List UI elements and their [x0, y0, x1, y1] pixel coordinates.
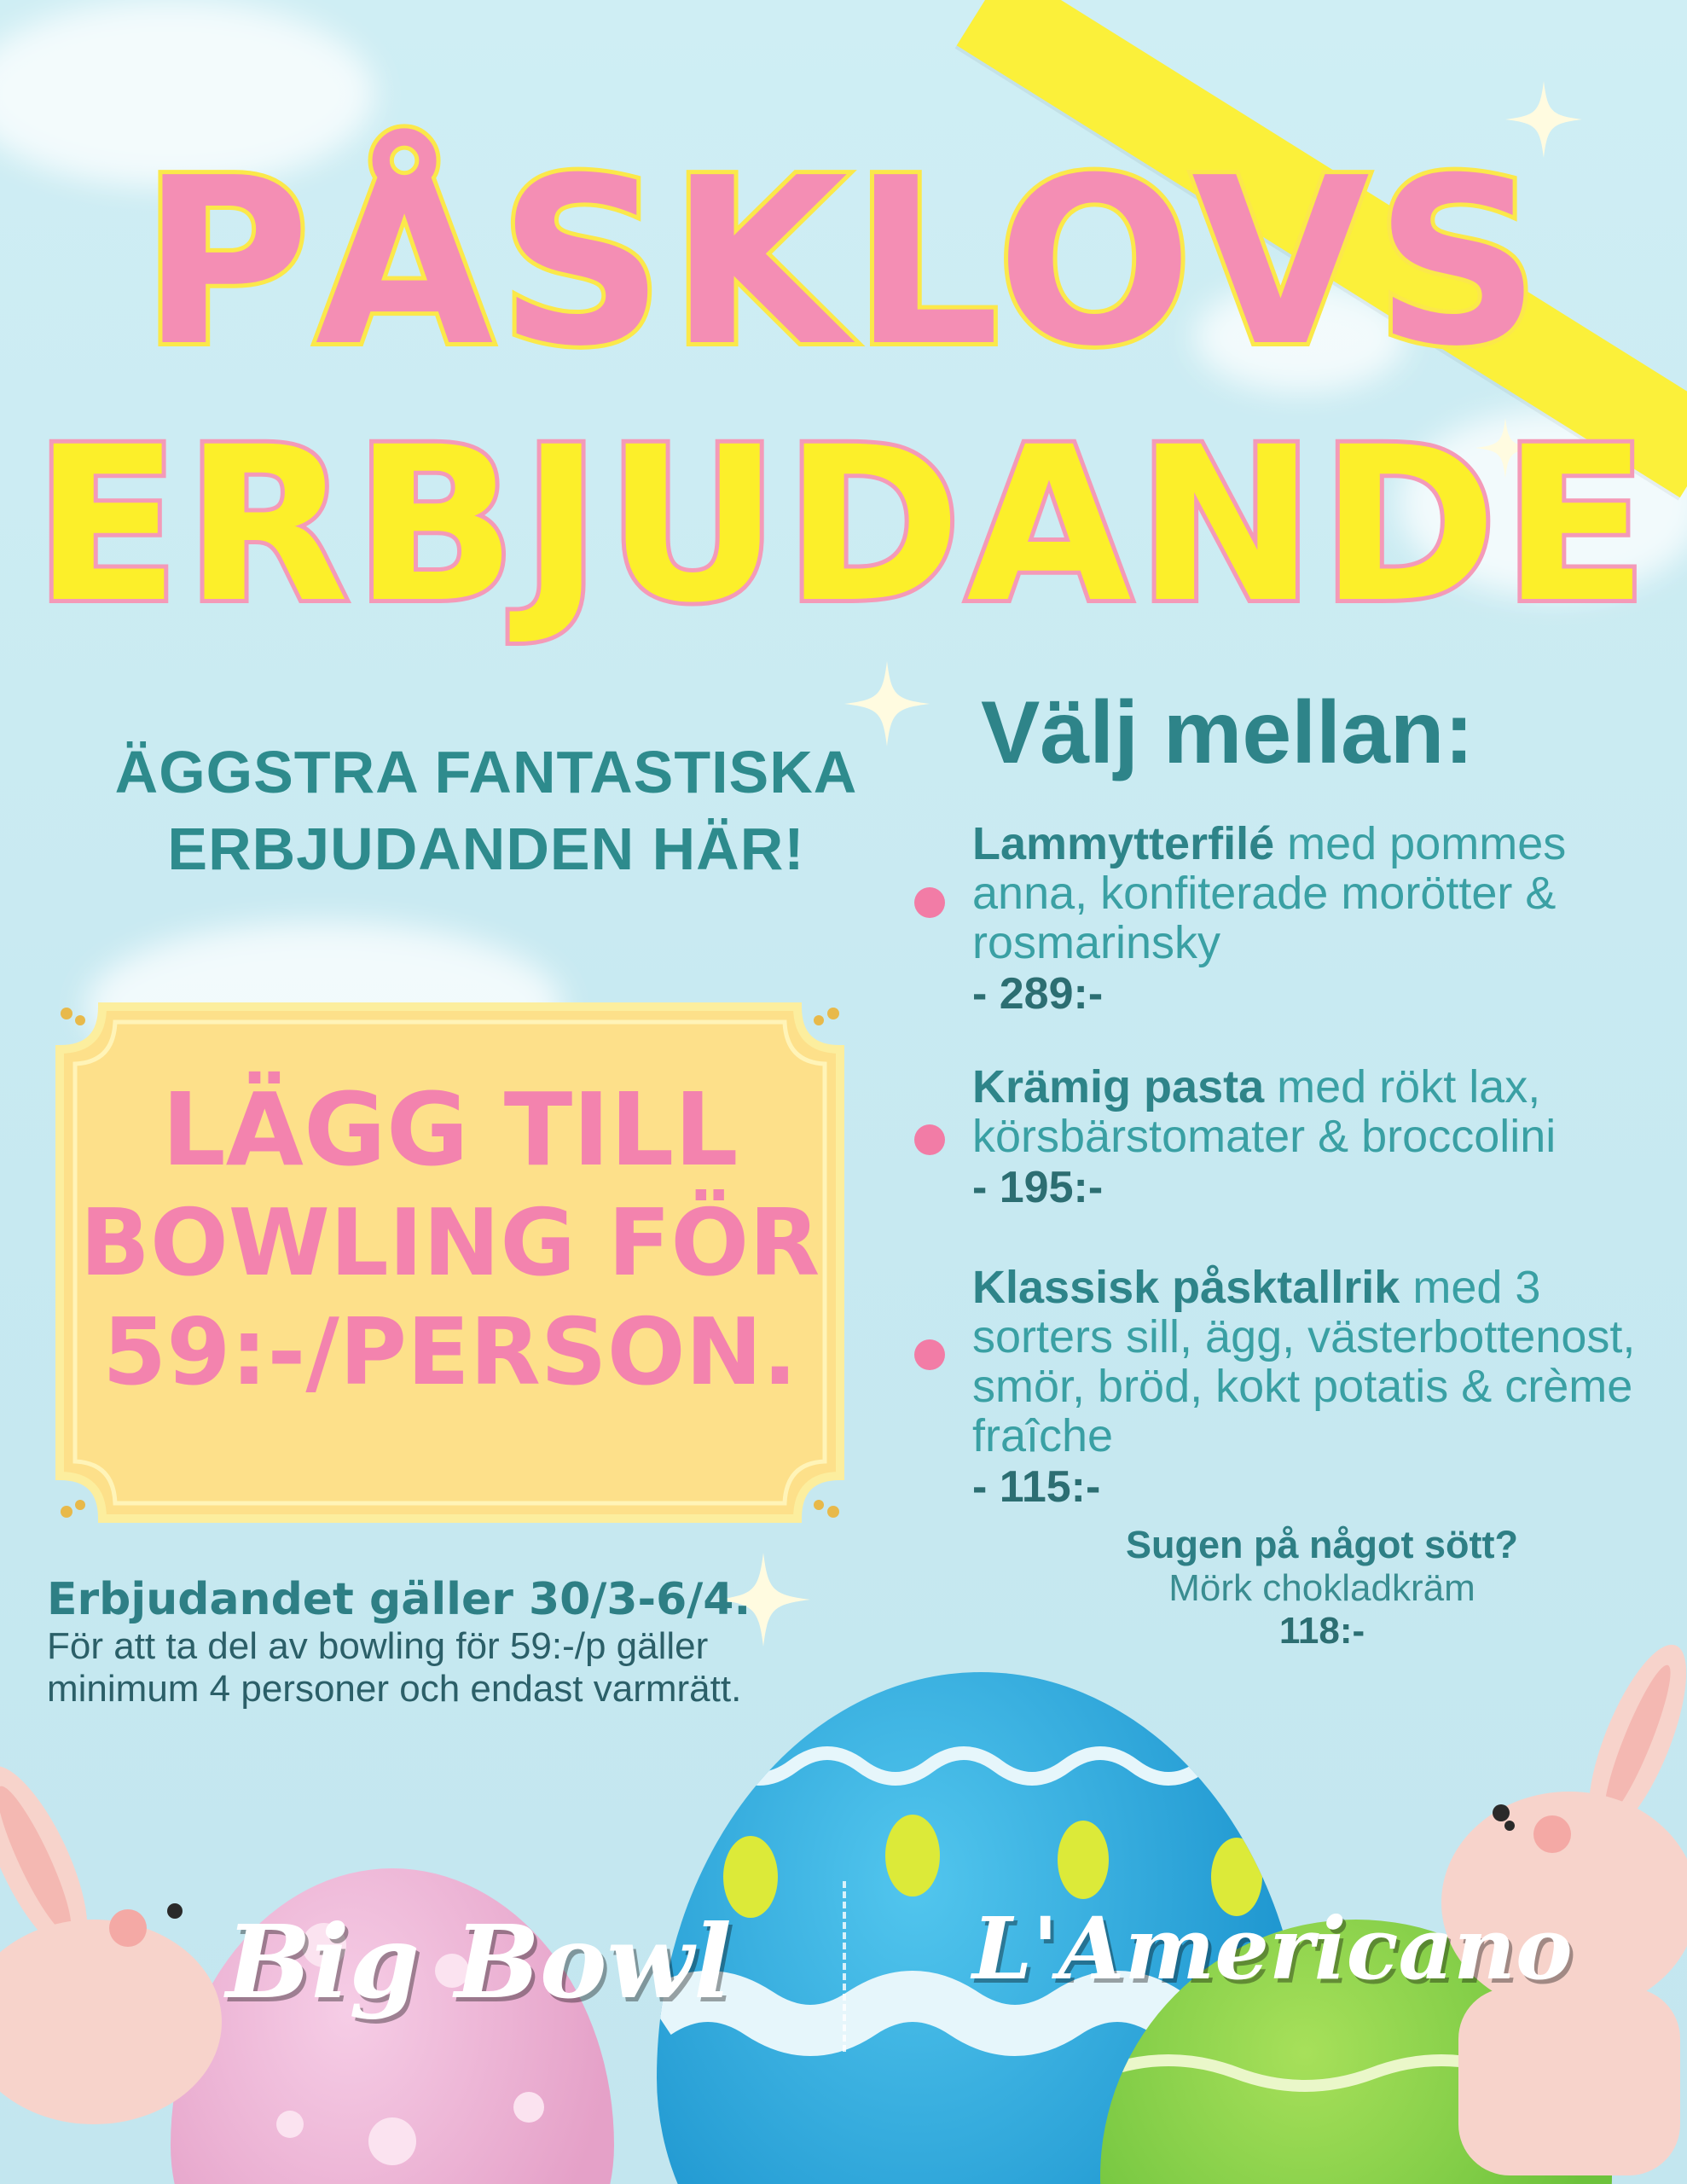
menu-item-name: Krämig pasta [972, 1061, 1265, 1112]
offer-text [51, 1071, 849, 1407]
divider [843, 1881, 846, 2052]
offer-line-2: BOWLING FÖR [79, 1190, 820, 1298]
tagline-line-1: ÄGGSTRA FANTASTISKA [114, 739, 858, 805]
menu-item-price: - 195:- [972, 1163, 1104, 1212]
offer-line-3: 59:-/PERSON. [102, 1298, 797, 1406]
dessert-price: 118:- [1278, 1610, 1365, 1652]
big-bowl-logo: Big Bowl [226, 1902, 732, 2021]
dessert-title: Sugen på något sött? [1126, 1523, 1518, 1566]
menu-item-easter-plate [972, 1263, 1687, 1512]
menu-item-pasta [972, 1062, 1687, 1212]
title-line-1: PÅSKLOVS [141, 128, 1546, 397]
tagline [81, 734, 891, 887]
tagline-line-2: ERBJUDANDEN HÄR! [167, 816, 805, 882]
offer-line-1: LÄGG TILL [161, 1071, 739, 1188]
validity-text: För att ta del av bowling för 59:-/p gäller minimum 4 personer och endast varmrätt. [47, 1625, 742, 1710]
bullet-dot-icon [914, 887, 945, 918]
menu-item-name: Klassisk påsktallrik [972, 1262, 1400, 1313]
bullet-dot-icon [914, 1124, 945, 1155]
lamericano-logo: L'Americano [972, 1898, 1573, 1999]
validity-title: Erbjudandet gäller 30/3-6/4. [47, 1574, 751, 1625]
menu-item-desc: med rökt lax, körsbärstomater & broccolini [972, 1061, 1557, 1162]
menu-item-price: - 289:- [972, 969, 1104, 1019]
menu-item-name: Lammytterfilé [972, 818, 1275, 869]
menu-item-desc: med pommes anna, konfiterade morötter & rosmarinsky [972, 818, 1567, 968]
menu-item-price: - 115:- [972, 1462, 1101, 1512]
menu-heading: Välj mellan: [981, 683, 1474, 782]
bullet-dot-icon [914, 1339, 945, 1370]
title-line-2: ERBJUDANDE [33, 401, 1654, 649]
dessert-name: Mörk chokladkräm [1168, 1567, 1475, 1609]
bunny-icon [0, 1757, 247, 2184]
menu-item-lamb [972, 819, 1687, 1019]
menu-item-desc: med 3 sorters sill, ägg, västerbottenost, smör, bröd, kokt potatis & crème fraîche [972, 1262, 1636, 1461]
validity-info [47, 1574, 815, 1711]
